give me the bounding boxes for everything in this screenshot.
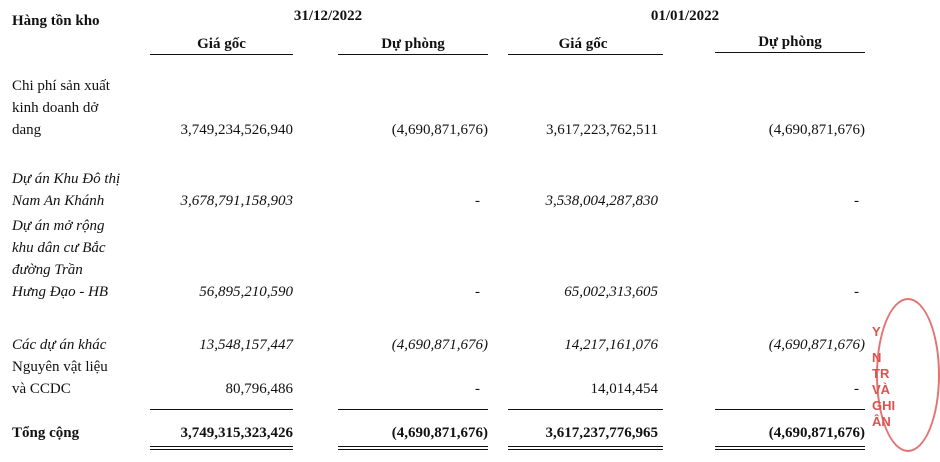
row-3-provision-2022: - — [475, 284, 480, 300]
total-double-rule-4a — [715, 446, 865, 447]
row-5-label-line-2: và CCDC — [12, 381, 71, 397]
row-3-label-line-4: Hưng Đạo - HB — [12, 284, 109, 300]
row-2-provision-2022: - — [475, 193, 480, 209]
p1-provision-header: Dự phòng — [381, 36, 445, 52]
row-1-label-line-2: kinh doanh dở — [12, 100, 99, 116]
row-label-header: Hàng tồn kho — [12, 13, 100, 29]
total-rule-1 — [150, 409, 293, 410]
stamp-text-3: TR — [872, 366, 890, 381]
total-double-rule-3b — [508, 449, 663, 450]
total-double-rule-1b — [150, 449, 293, 450]
row-3-cost-2022: 56,895,210,590 — [199, 284, 293, 300]
total-double-rule-1a — [150, 446, 293, 447]
total-double-rule-2b — [338, 449, 488, 450]
total-double-rule-2a — [338, 446, 488, 447]
total-provision-2022: (4,690,871,676) — [391, 425, 488, 441]
total-provision-2021: (4,690,871,676) — [768, 425, 865, 441]
red-stamp — [866, 298, 896, 448]
row-1-provision-2021: (4,690,871,676) — [768, 122, 865, 138]
row-2-label-line-2: Nam An Khánh — [12, 193, 105, 209]
stamp-text-6: ÂN — [872, 414, 891, 429]
row-2-label-line-1: Dự án Khu Đô thị — [12, 171, 121, 187]
total-cost-2021: 3,617,237,776,965 — [545, 425, 658, 441]
row-5-provision-2021: - — [854, 381, 859, 397]
total-cost-2022: 3,749,315,323,426 — [180, 425, 293, 441]
row-3-label-line-3: đường Trần — [12, 262, 83, 278]
total-rule-2 — [338, 409, 488, 410]
total-double-rule-4b — [715, 449, 865, 450]
row-4-label-line-1: Các dự án khác — [12, 337, 107, 353]
row-4-provision-2021: (4,690,871,676) — [768, 337, 865, 353]
row-1-cost-2022: 3,749,234,526,940 — [180, 122, 293, 138]
header-underline-1 — [150, 54, 293, 55]
row-5-cost-2021: 14,014,454 — [590, 381, 658, 397]
header-underline-4 — [715, 52, 865, 53]
row-4-provision-2022: (4,690,871,676) — [391, 337, 488, 353]
row-2-cost-2022: 3,678,791,158,903 — [180, 193, 293, 209]
row-5-label-line-1: Nguyên vật liệu — [12, 359, 108, 375]
p1-cost-header: Giá gốc — [197, 36, 246, 52]
row-1-provision-2022: (4,690,871,676) — [391, 122, 488, 138]
stamp-text-1: Y — [872, 324, 881, 339]
stamp-text-2: N — [872, 350, 882, 365]
row-5-provision-2022: - — [475, 381, 480, 397]
row-2-provision-2021: - — [854, 193, 859, 209]
row-3-cost-2021: 65,002,313,605 — [564, 284, 658, 300]
row-2-cost-2021: 3,538,004,287,830 — [545, 193, 658, 209]
row-3-provision-2021: - — [854, 284, 859, 300]
p2-cost-header: Giá gốc — [558, 36, 608, 52]
header-underline-3 — [508, 54, 663, 55]
p2-provision-header: Dự phòng — [758, 34, 822, 50]
period2-date: 01/01/2022 — [650, 8, 720, 24]
period1-date: 31/12/2022 — [293, 8, 363, 24]
row-5-cost-2022: 80,796,486 — [225, 381, 293, 397]
row-3-label-line-1: Dự án mở rộng — [12, 218, 105, 234]
header-underline-2 — [338, 54, 488, 55]
stamp-text-4: VÀ — [872, 382, 891, 397]
row-1-label-line-3: dang — [12, 122, 42, 138]
stamp-text-5: GHI — [872, 398, 896, 413]
total-label: Tổng cộng — [12, 425, 80, 441]
total-rule-3 — [508, 409, 663, 410]
row-1-cost-2021: 3,617,223,762,511 — [546, 122, 658, 138]
row-3-label-line-2: khu dân cư Bắc — [12, 240, 106, 256]
row-4-cost-2022: 13,548,157,447 — [199, 337, 293, 353]
row-4-cost-2021: 14,217,161,076 — [564, 337, 658, 353]
row-1-label-line-1: Chi phí sản xuất — [12, 78, 110, 94]
total-rule-4 — [715, 409, 865, 410]
total-double-rule-3a — [508, 446, 663, 447]
